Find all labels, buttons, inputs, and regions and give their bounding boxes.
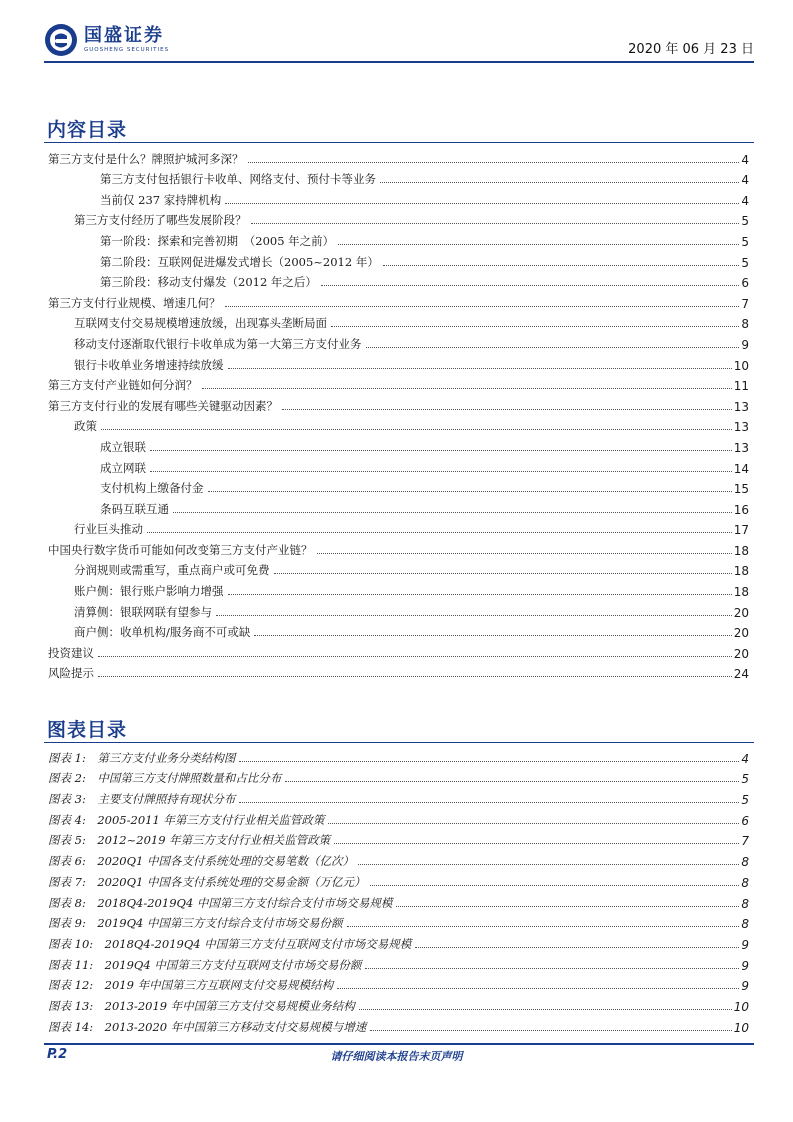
entry-label: 银行卡收单业务增速持续放缓 [44,357,226,373]
figure-entry[interactable] [44,993,749,1014]
toc-entry[interactable] [44,208,749,229]
logo-mark-icon [44,23,78,57]
entry-page-number: 10 [733,1020,749,1035]
entry-page-number: 7 [741,296,749,311]
entry-label: 图表 2: 中国第三方支付牌照数量和占比分布 [44,770,283,786]
dot-leader [251,223,740,224]
toc-entry[interactable] [44,537,749,558]
entry-label: 中国央行数字货币可能如何改变第三方支付产业链？ [44,542,315,558]
dot-leader [358,864,739,865]
dot-leader [239,761,739,762]
entry-label: 账户侧：银行账户影响力增强 [44,583,226,599]
toc-entry[interactable] [44,434,749,455]
figure-entry[interactable] [44,869,749,890]
entry-label: 图表 14: 2013-2020 年中国第三方移动支付交易规模与增速 [44,1019,368,1035]
dot-leader [248,162,740,163]
toc-entry[interactable] [44,167,749,188]
entry-page-number: 15 [733,482,749,497]
figure-entry[interactable] [44,952,749,973]
entry-page-number: 24 [733,667,749,682]
dot-leader [239,802,739,803]
figure-entry[interactable] [44,745,749,766]
toc-entry[interactable] [44,599,749,620]
entry-page-number: 14 [733,461,749,476]
entry-page-number: 5 [741,234,749,249]
entry-page-number: 5 [741,214,749,229]
entry-label: 第三方支付行业规模、增速几何？ [44,295,223,311]
entry-label: 成立网联 [44,460,148,476]
entry-page-number: 20 [733,626,749,641]
dot-leader [321,285,739,286]
toc-entry[interactable] [44,620,749,641]
toc-entry[interactable] [44,311,749,332]
toc-entry[interactable] [44,249,749,270]
figure-entry[interactable] [44,973,749,994]
toc-entry[interactable] [44,352,749,373]
entry-label: 第三阶段：移动支付爆发（2012 年之后） [44,274,319,290]
toc-entry[interactable] [44,146,749,167]
dot-leader [282,409,732,410]
report-date: 2020 年 06 月 23 日 [628,42,754,57]
entry-label: 第三方支付是什么？牌照护城河多深？ [44,151,246,167]
dot-leader [380,182,739,183]
entry-page-number: 8 [741,896,749,911]
dot-leader [225,203,739,204]
entry-label: 投资建议 [44,645,96,661]
entry-label: 移动支付逐渐取代银行卡收单成为第一大第三方支付业务 [44,336,364,352]
entry-label: 图表 11: 2019Q4 中国第三方支付互联网支付市场交易份额 [44,957,363,973]
toc-title-rule [44,142,754,143]
dot-leader [147,532,732,533]
toc-entry[interactable] [44,393,749,414]
toc-entry[interactable] [44,578,749,599]
figure-entry[interactable] [44,786,749,807]
entry-page-number: 8 [741,917,749,932]
company-logo [44,23,169,57]
dot-leader [150,471,732,472]
dot-leader [173,512,732,513]
entry-label: 互联网支付交易规模增速放缓，出现寡头垄断局面 [44,315,329,331]
entry-page-number: 17 [733,523,749,538]
toc-entry[interactable] [44,517,749,538]
entry-page-number: 6 [741,813,749,828]
entry-label: 图表 6: 2020Q1 中国各支付系统处理的交易笔数（亿次） [44,853,356,869]
dot-leader [396,906,739,907]
company-name-cn: 国盛证券 [84,25,164,46]
figure-entry[interactable] [44,828,749,849]
dot-leader [101,429,732,430]
toc-entry[interactable] [44,373,749,394]
header-divider [44,61,754,63]
dot-leader [328,823,739,824]
entry-label: 行业巨头推动 [44,521,145,537]
figure-entry[interactable] [44,766,749,787]
entry-page-number: 9 [741,979,749,994]
entry-page-number: 18 [733,543,749,558]
figure-entry[interactable] [44,1014,749,1035]
dot-leader [98,656,732,657]
entry-page-number: 9 [741,937,749,952]
toc-entry[interactable] [44,331,749,352]
toc-entry[interactable] [44,290,749,311]
toc-entry[interactable] [44,640,749,661]
entry-label: 图表 8: 2018Q4-2019Q4 中国第三方支付综合支付市场交易规模 [44,895,394,911]
page-header [44,20,754,60]
entry-page-number: 8 [741,855,749,870]
entry-label: 第二阶段：互联网促进爆发式增长（2005~2012 年） [44,254,381,270]
entry-page-number: 13 [733,399,749,414]
entry-label: 清算侧：银联网联有望参与 [44,604,214,620]
entry-page-number: 4 [741,193,749,208]
entry-label: 图表 1: 第三方支付业务分类结构图 [44,750,237,766]
toc-entry[interactable] [44,558,749,579]
entry-page-number: 20 [733,605,749,620]
entry-label: 第三方支付产业链如何分润？ [44,377,200,393]
table-of-contents [44,146,749,681]
toc-title: 内容目录 [47,119,128,141]
footer-disclaimer: 请仔细阅读本报告末页声明 [330,1050,463,1063]
dot-leader [274,573,732,574]
dot-leader [370,1030,731,1031]
entry-page-number: 16 [733,502,749,517]
dot-leader [150,450,732,451]
figure-entry[interactable] [44,848,749,869]
entry-label: 图表 7: 2020Q1 中国各支付系统处理的交易金额（万亿元） [44,874,368,890]
entry-label: 图表 10: 2018Q4-2019Q4 中国第三方支付互联网支付市场交易规模 [44,936,413,952]
company-name-en: GUOSHENG SECURITIES [84,47,170,53]
entry-page-number: 7 [741,834,749,849]
figure-entry[interactable] [44,911,749,932]
dot-leader [331,326,739,327]
list-of-figures [44,745,749,1035]
dot-leader [228,594,732,595]
toc-entry[interactable] [44,661,749,682]
entry-page-number: 4 [741,152,749,167]
dot-leader [334,843,739,844]
toc-entry[interactable] [44,187,749,208]
entry-page-number: 18 [733,564,749,579]
entry-page-number: 13 [733,440,749,455]
entry-label: 分润规则或需重写，重点商户或可免费 [44,562,272,578]
entry-page-number: 8 [741,317,749,332]
toc-entry[interactable] [44,270,749,291]
dot-leader [225,306,740,307]
dot-leader [415,947,739,948]
entry-label: 图表 9: 2019Q4 中国第三方支付综合支付市场交易份额 [44,915,345,931]
toc-entry[interactable] [44,476,749,497]
entry-label: 第一阶段：探索和完善初期 （2005 年之前） [44,233,336,249]
dot-leader [370,885,740,886]
dot-leader [98,676,732,677]
dot-leader [285,781,739,782]
entry-page-number: 20 [733,646,749,661]
entry-page-number: 10 [733,358,749,373]
entry-label: 政策 [44,418,99,434]
entry-page-number: 5 [741,793,749,808]
entry-label: 图表 4: 2005-2011 年第三方支付行业相关监管政策 [44,812,326,828]
entry-label: 支付机构上缴备付金 [44,480,206,496]
entry-page-number: 10 [733,999,749,1014]
entry-label: 商户侧：收单机构/服务商不可或缺 [44,624,252,640]
entry-page-number: 18 [733,585,749,600]
dot-leader [254,635,731,636]
entry-label: 图表 5: 2012~2019 年第三方支付行业相关监管政策 [44,832,332,848]
entry-label: 成立银联 [44,439,148,455]
entry-page-number: 4 [741,751,749,766]
dot-leader [202,388,732,389]
dot-leader [338,244,739,245]
footer-divider [44,1043,754,1045]
dot-leader [366,347,740,348]
figure-entry[interactable] [44,807,749,828]
dot-leader [228,368,732,369]
toc-entry[interactable] [44,414,749,435]
toc-entry[interactable] [44,496,749,517]
figure-entry[interactable] [44,890,749,911]
entry-page-number: 9 [741,958,749,973]
entry-label: 条码互联互通 [44,501,171,517]
page-number: P.2 [47,1047,68,1062]
figures-title: 图表目录 [47,719,128,741]
entry-label: 图表 12: 2019 年中国第三方互联网支付交易规模结构 [44,977,335,993]
entry-label: 第三方支付包括银行卡收单、网络支付、预付卡等业务 [44,171,378,187]
entry-label: 图表 3: 主要支付牌照持有现状分布 [44,791,237,807]
figure-entry[interactable] [44,931,749,952]
entry-label: 当前仅 237 家持牌机构 [44,192,223,208]
entry-label: 第三方支付行业的发展有哪些关键驱动因素？ [44,398,280,414]
entry-page-number: 8 [741,875,749,890]
dot-leader [359,1009,732,1010]
dot-leader [208,491,732,492]
dot-leader [317,553,732,554]
entry-page-number: 6 [741,276,749,291]
entry-page-number: 9 [741,337,749,352]
entry-label: 第三方支付经历了哪些发展阶段？ [44,212,249,228]
entry-page-number: 5 [741,255,749,270]
toc-entry[interactable] [44,455,749,476]
toc-entry[interactable] [44,228,749,249]
entry-label: 图表 13: 2013-2019 年中国第三方支付交易规模业务结构 [44,998,357,1014]
dot-leader [365,968,739,969]
figures-title-rule [44,742,754,743]
dot-leader [347,926,740,927]
entry-page-number: 13 [733,420,749,435]
dot-leader [383,265,740,266]
entry-label: 风险提示 [44,665,96,681]
entry-page-number: 4 [741,173,749,188]
entry-page-number: 11 [733,379,749,394]
dot-leader [337,988,739,989]
dot-leader [216,615,732,616]
entry-page-number: 5 [741,772,749,787]
